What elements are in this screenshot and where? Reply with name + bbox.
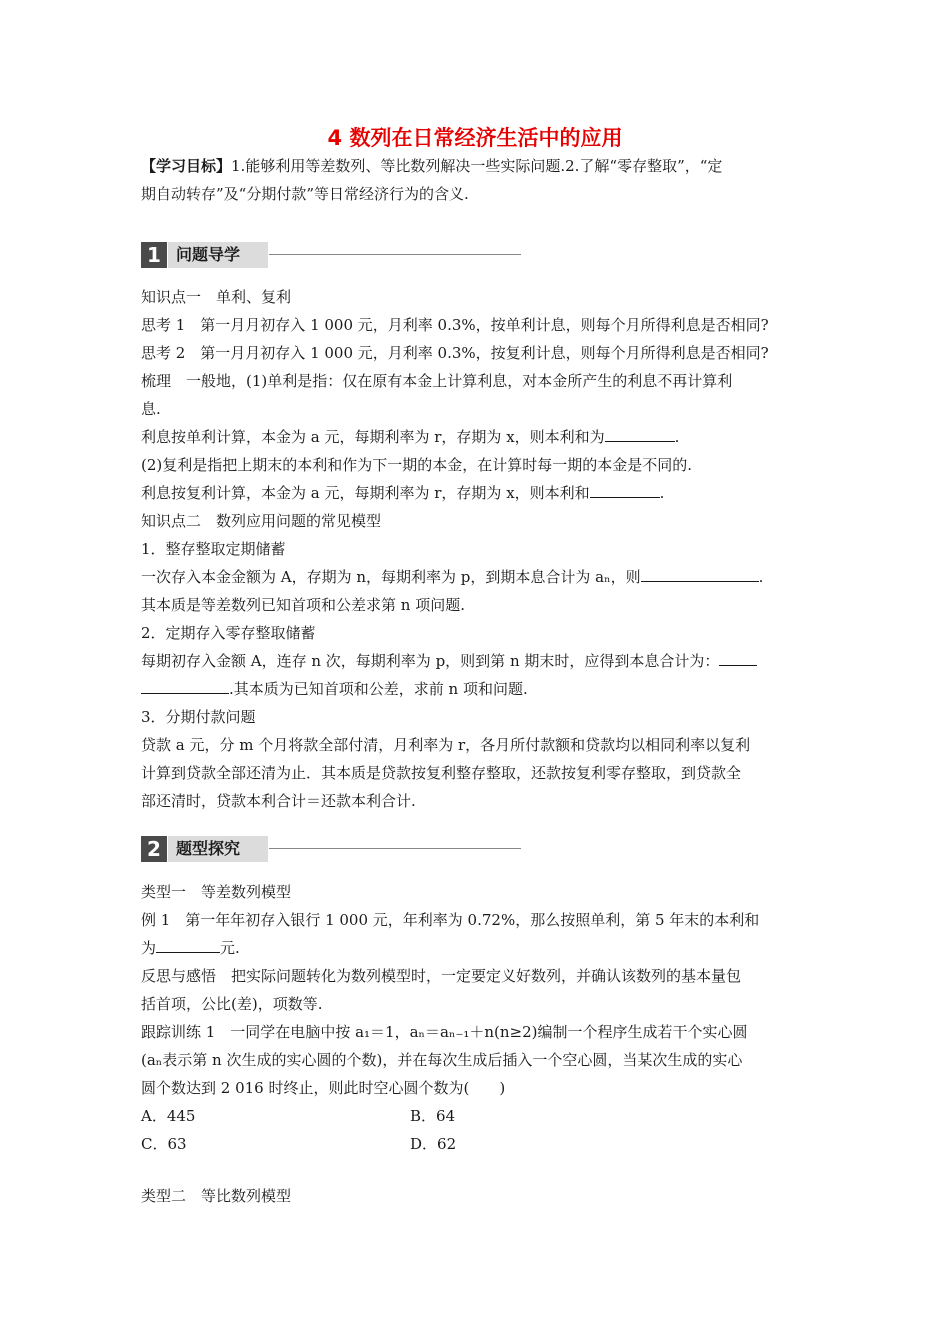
learning-objectives-line-1 (141, 156, 821, 176)
training-1-line-3: 圆个数达到 2 016 时终止，则此时空心圆个数为( ) (141, 1079, 506, 1097)
kp2-heading: 知识点二 数列应用问题的常见模型 (141, 512, 382, 530)
page-title: 4 数列在日常经济生活中的应用 (327, 126, 623, 150)
answer-blank[interactable] (590, 483, 660, 498)
kp1-compound-def: (2)复利是指把上期末的本利和作为下一期的本金，在计算时每一期的本金是不同的. (141, 456, 693, 474)
kp1-summary-2: 息. (141, 400, 161, 418)
section-rule (269, 254, 521, 255)
kp2-model-3-line-1: 贷款 a 元，分 m 个月将款全部付清，月利率为 r，各月所付款额和贷款均以相同利率以复利 (141, 736, 751, 754)
training-1-line-1: 跟踪训练 1 一同学在电脑中按 a₁＝1，aₙ＝aₙ₋₁＋n(n≥2)编制一个程序生成若干个实心圆 (141, 1023, 748, 1041)
section-header-2 (141, 836, 521, 862)
kp1-compound-interest: 利息按复利计算，本金为 a 元，每期利率为 r，存期为 x，则本利和 . (141, 484, 665, 502)
answer-blank[interactable] (641, 567, 759, 582)
section-label: 题型探究 (168, 836, 268, 862)
section-rule (269, 848, 521, 849)
kp1-think-1: 思考 1 第一月月初存入 1 000 元，月利率 0.3%，按单利计息，则每个月所得利息是否相同? (141, 316, 769, 334)
reflection-line-1: 反思与感悟 把实际问题转化为数列模型时，一定要定义好数列，并确认该数列的基本量包 (141, 967, 742, 985)
kp2-model-2-line-2 (141, 679, 821, 699)
answer-blank[interactable] (605, 427, 675, 442)
section-label: 问题导学 (168, 242, 268, 268)
learning-objectives-line-2: 期自动转存”及“分期付款”等日常经济行为的含义. (141, 185, 469, 203)
section-number: 1 (141, 242, 167, 268)
option-c[interactable]: C．63 (141, 1135, 187, 1153)
kp2-model-3-title: 3．分期付款问题 (141, 708, 256, 726)
answer-blank[interactable] (719, 651, 757, 666)
option-b[interactable]: B．64 (410, 1107, 456, 1125)
compound-interest-text: 利息按复利计算，本金为 a 元，每期利率为 r，存期为 x，则本利和 (141, 484, 590, 502)
kp1-think-2: 思考 2 第一月月初存入 1 000 元，月利率 0.3%，按复利计息，则每个月所得利息是否相同? (141, 344, 769, 362)
example-1-unit: 元. (220, 939, 240, 957)
kp2-model-2-line-1 (141, 651, 821, 671)
section-header-1 (141, 242, 521, 268)
answer-blank[interactable] (156, 938, 220, 953)
simple-interest-text: 利息按单利计算，本金为 a 元，每期利率为 r，存期为 x，则本利和为 (141, 428, 605, 446)
example-1-line-2 (141, 938, 821, 958)
section-number: 2 (141, 836, 167, 862)
kp2-model-3-line-2: 计算到贷款全部还清为止．其本质是贷款按复利整存整取，还款按复利零存整取，到贷款全 (141, 764, 742, 782)
kp2-model-1-title: 1．整存整取定期储蓄 (141, 540, 286, 558)
type2-heading: 类型二 等比数列模型 (141, 1187, 292, 1205)
model-1-text: 一次存入本金金额为 A，存期为 n，每期利率为 p，到期本息合计为 aₙ，则 (141, 568, 641, 586)
objectives-label: 【学习目标】 (141, 157, 232, 175)
model-2-text: 每期初存入金额 A，连存 n 次，每期利率为 p，则到第 n 期末时，应得到本息合计为： (141, 652, 720, 670)
objectives-text-1: 1.能够利用等差数列、等比数列解决一些实际问题.2.了解“零存整取”，“定 (231, 157, 723, 175)
option-a[interactable]: A．445 (141, 1107, 196, 1125)
kp2-model-3-line-3: 部还清时，贷款本利合计＝还款本利合计. (141, 792, 416, 810)
kp2-model-1-line-1: 一次存入本金金额为 A，存期为 n，每期利率为 p，到期本息合计为 aₙ，则 . (141, 568, 764, 586)
model-2-text-2: .其本质为已知首项和公差，求前 n 项和问题. (229, 680, 528, 698)
kp1-heading: 知识点一 单利、复利 (141, 288, 292, 306)
answer-blank[interactable] (141, 679, 229, 694)
training-1-line-2: (aₙ表示第 n 次生成的实心圆的个数)，并在每次生成后插入一个空心圆，当某次生成的实心 (141, 1051, 743, 1069)
kp1-simple-interest: 利息按单利计算，本金为 a 元，每期利率为 r，存期为 x，则本利和为 . (141, 428, 680, 446)
example-1-text: 为 (141, 939, 157, 957)
kp2-model-2-title: 2．定期存入零存整取储蓄 (141, 624, 316, 642)
kp1-summary-1: 梳理 一般地，(1)单利是指：仅在原有本金上计算利息，对本金所产生的利息不再计算利 (141, 372, 733, 390)
example-1-line-1: 例 1 第一年年初存入银行 1 000 元，年利率为 0.72%，那么按照单利，第 5 年末的本利和 (141, 911, 760, 929)
type1-heading: 类型一 等差数列模型 (141, 883, 292, 901)
kp2-model-1-line-2: 其本质是等差数列已知首项和公差求第 n 项问题. (141, 596, 465, 614)
reflection-line-2: 括首项，公比(差)，项数等. (141, 995, 323, 1013)
option-d[interactable]: D．62 (410, 1135, 457, 1153)
